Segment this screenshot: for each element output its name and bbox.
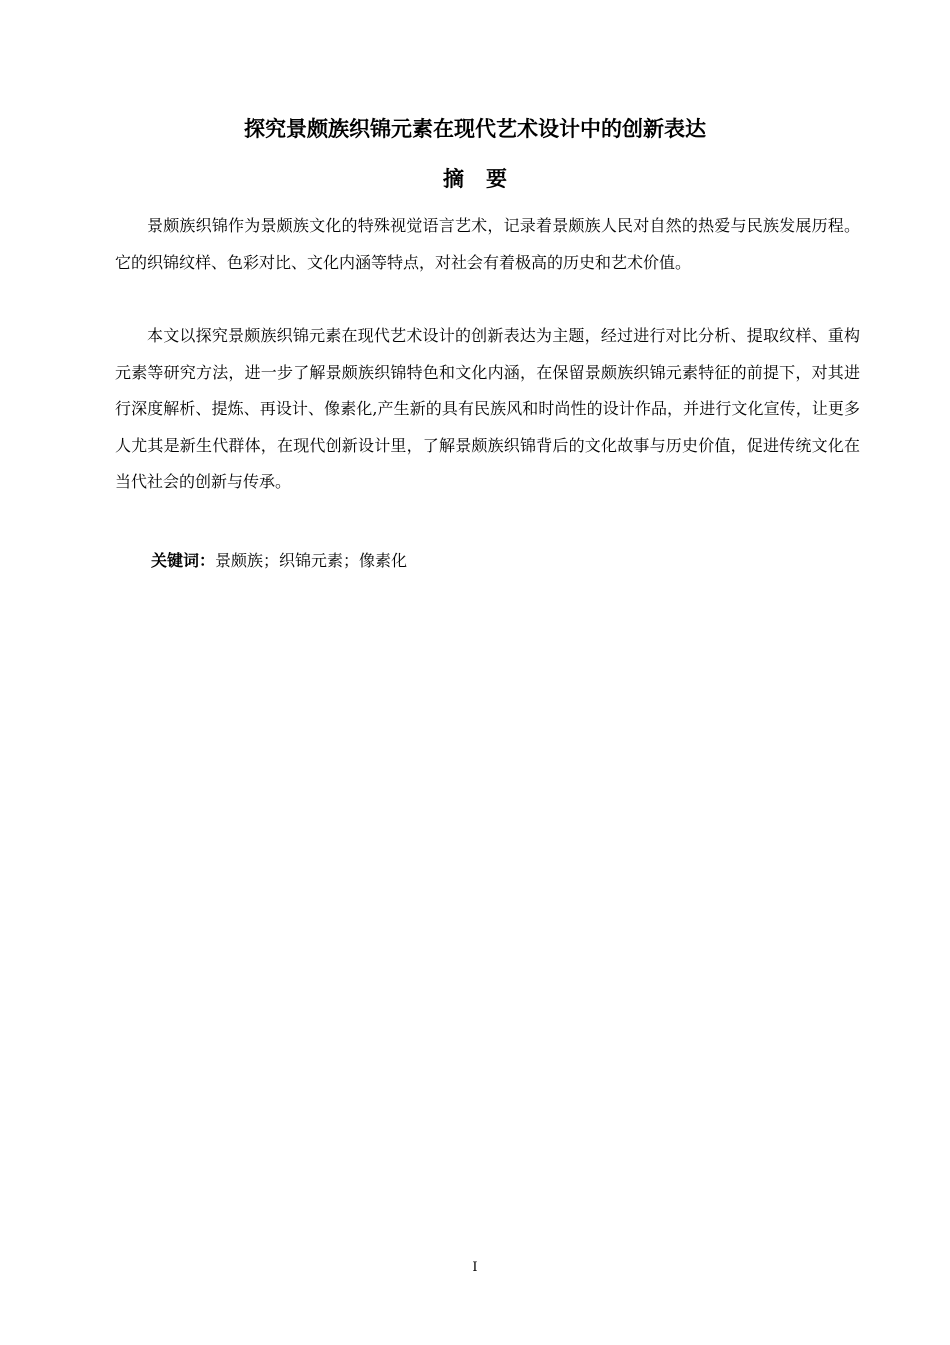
keywords-list: 景颇族；织锦元素；像素化	[215, 551, 408, 570]
abstract-paragraph-1: 景颇族织锦作为景颇族文化的特殊视觉语言艺术，记录着景颇族人民对自然的热爱与民族发展历程。它的织锦纹样、色彩对比、文化内涵等特点，对社会有着极高的历史和艺术价值。	[115, 216, 860, 272]
keywords-line	[151, 543, 407, 579]
abstract-heading: 摘要	[443, 166, 529, 191]
page-number: I	[472, 1260, 478, 1275]
abstract-paragraph-2: 本文以探究景颇族织锦元素在现代艺术设计的创新表达为主题，经过进行对比分析、提取纹样、重构元素等研究方法，进一步了解景颇族织锦特色和文化内涵，在保留景颇族织锦元素特征的前提下，对其进行深度解析、提炼、再设计、像素化,产生新的具有民族风和时尚性的设计作品，并进行文化宣传，让更多人尤其是新生代群体，在现代创新设计里，了解景颇族织锦背后的文化故事与历史价值，促进传统文化在当代社会的创新与传承。	[115, 326, 860, 491]
keywords-label: 关键词：	[151, 551, 216, 570]
document-title: 探究景颇族织锦元素在现代艺术设计中的创新表达	[244, 116, 706, 141]
